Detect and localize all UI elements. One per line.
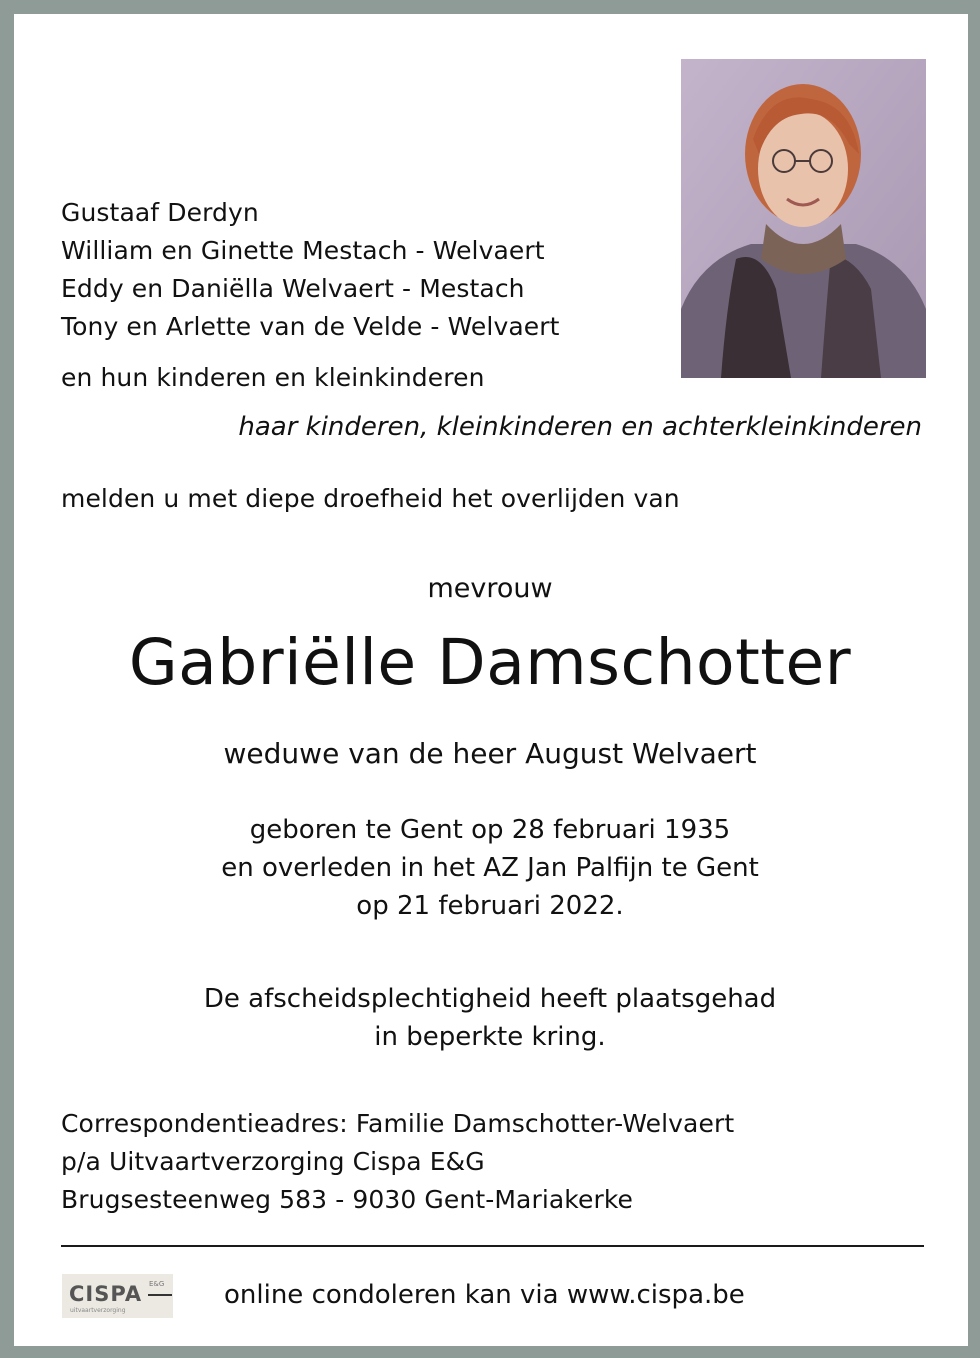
ceremony-line: in beperkte kring.: [374, 1022, 606, 1052]
divider: [61, 1245, 924, 1247]
deceased-name: Gabriëlle Damschotter: [128, 626, 852, 699]
family-member-line: William en Ginette Mestach - Welvaert: [61, 236, 545, 265]
death-date-line: op 21 februari 2022.: [356, 891, 624, 921]
family-member-line: Gustaaf Derdyn: [61, 198, 259, 227]
portrait-photo: [681, 59, 926, 378]
family-member-line: Tony en Arlette van de Velde - Welvaert: [61, 312, 560, 341]
logo-subtitle: uitvaartverzorging: [70, 1307, 126, 1314]
spouse-line: weduwe van de heer August Welvaert: [223, 737, 757, 770]
logo-superscript: E&G: [149, 1280, 165, 1288]
ceremony-line: De afscheidsplechtigheid heeft plaatsgehad: [203, 984, 777, 1014]
cispa-logo: [62, 1274, 173, 1318]
logo-bar: [148, 1294, 172, 1296]
correspondence-line: p/a Uitvaartverzorging Cispa E&G: [61, 1147, 485, 1176]
birth-line: geboren te Gent op 28 februari 1935: [249, 815, 731, 845]
correspondence-line: Brugsesteenweg 583 - 9030 Gent-Mariakerke: [61, 1185, 633, 1214]
announcement-text: melden u met diepe droefheid het overlijden van: [61, 484, 680, 513]
deceased-title: mevrouw: [427, 573, 553, 604]
correspondence-line: Correspondentieadres: Familie Damschotter-Welvaert: [61, 1109, 735, 1138]
family-member-line: Eddy en Daniëlla Welvaert - Mestach: [61, 274, 525, 303]
family-children-line: en hun kinderen en kleinkinderen: [61, 363, 485, 392]
death-place-line: en overleden in het AZ Jan Palfijn te Gent: [221, 853, 759, 883]
online-condolence-text: online condoleren kan via www.cispa.be: [224, 1280, 745, 1310]
logo-text: CISPA: [69, 1282, 143, 1306]
grandchildren-line: haar kinderen, kleinkinderen en achterkleinkinderen: [238, 412, 922, 442]
